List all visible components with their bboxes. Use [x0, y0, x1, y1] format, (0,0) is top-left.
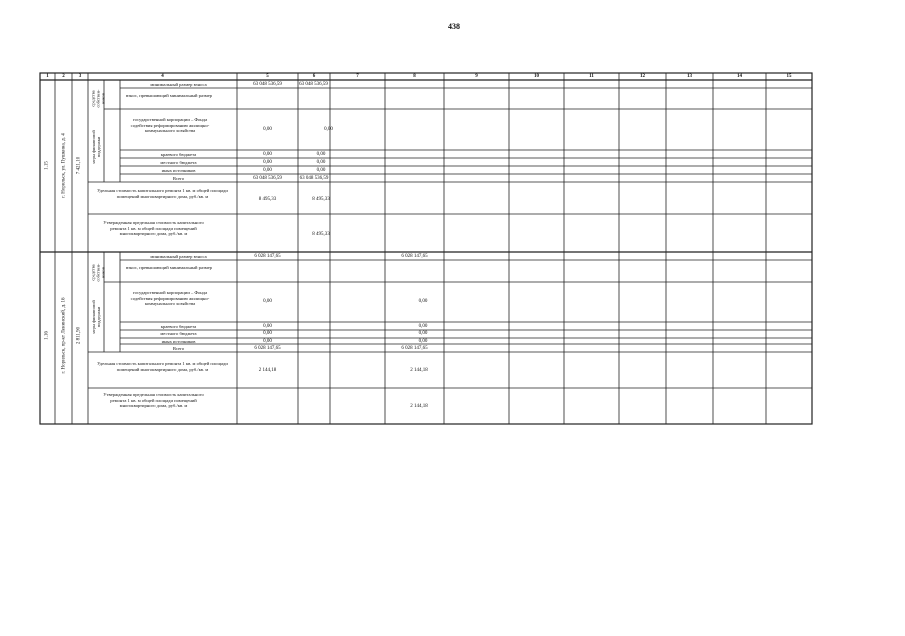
house-area: 7 421,10 — [76, 156, 82, 175]
col-header-1: 1 — [46, 74, 49, 79]
house-address: г. Норильск, ул. Пушкина, д. 4 — [61, 133, 67, 198]
b1-local-c6: 0,00 — [316, 160, 326, 165]
b1-min-fee-c5: 63 048 536,59 — [253, 82, 282, 87]
b1-region-c6: 0,00 — [316, 152, 326, 157]
b2-other-c8: 0,00 — [418, 339, 428, 344]
col-header-9: 9 — [475, 74, 478, 79]
b2-other-c5: 0,00 — [263, 339, 272, 344]
financial-support-group: меры финансовой поддержки — [91, 300, 101, 334]
col-header-3: 3 — [78, 74, 82, 79]
label-other: иных источников — [161, 339, 196, 344]
col-header-13: 13 — [687, 74, 692, 79]
b2-region-c8: 0,00 — [418, 324, 428, 329]
label-limit-cost: Утвержденная предельная стоимость капитального ремонта 1 кв. м общей площади помещений многоквартирного дома, руб./кв. м — [103, 392, 204, 409]
label-local: местного бюджета — [160, 331, 197, 336]
b1-state-corp-c5: 0,00 — [263, 127, 272, 132]
label-region: краевого бюджета — [160, 152, 197, 157]
col-header-15: 15 — [786, 74, 792, 79]
label-state-corp: государственной корпорации – Фонда содействия реформированию жилищно-коммунального хозяйства — [130, 117, 210, 134]
label-region: краевого бюджета — [160, 324, 197, 329]
label-total: Всего — [172, 346, 185, 351]
b2-region-c5: 0,00 — [263, 324, 272, 329]
b2-unit-cost-c5: 2 144,18 — [258, 368, 277, 373]
label-min-fee: минимальный размер взноса — [150, 254, 207, 259]
b2-local-c5: 0,00 — [263, 331, 272, 336]
col-header-12: 12 — [640, 74, 645, 79]
house-address: г. Норильск, пр-кт Ленинский, д. 16 — [61, 297, 67, 374]
b1-total-c6: 63 048 536,59 — [299, 176, 329, 181]
b1-other-c6: 0,00 — [316, 168, 326, 173]
b1-other-c5: 0,00 — [263, 168, 272, 173]
label-unit-cost: Удельная стоимость капитального ремонта 1 кв. м общей площади помещений многоквартирного дома, руб./кв. м — [97, 361, 228, 372]
row-number: 1.16 — [44, 331, 50, 340]
label-above-min: взнос, превышающий минимальный размер — [126, 93, 212, 98]
owners-funds-group: средства собствен-ников — [90, 89, 106, 108]
b2-total-c5: 6 028 147,65 — [254, 346, 281, 351]
col-header-7: 7 — [356, 74, 359, 79]
b1-total-c5: 63 048 536,59 — [253, 176, 282, 181]
b1-state-corp-c6: 0,00 — [324, 127, 333, 132]
b1-region-c5: 0,00 — [263, 152, 272, 157]
b1-local-c5: 0,00 — [263, 160, 272, 165]
col-header-5: 5 — [266, 74, 269, 79]
col-header-6: 6 — [312, 74, 316, 79]
label-unit-cost: Удельная стоимость капитального ремонта 1 кв. м общей площади помещений многоквартирного дома, руб./кв. м — [97, 188, 228, 199]
label-other: иных источников — [161, 168, 196, 173]
b1-limit-cost-c6: 8 495,33 — [312, 232, 330, 237]
b2-total-c8: 6 028 147,65 — [401, 346, 428, 351]
label-limit-cost: Утвержденная предельная стоимость капитального ремонта 1 кв. м общей площади помещений многоквартирного дома, руб./кв. м — [103, 220, 204, 237]
b2-limit-cost-c8: 2 144,18 — [410, 404, 428, 409]
b2-unit-cost-c8: 2 144,18 — [410, 368, 428, 373]
col-header-4: 4 — [161, 74, 164, 79]
b1-min-fee-c6: 63 048 536,59 — [299, 82, 328, 87]
b2-local-c8: 0,00 — [418, 331, 428, 336]
label-local: местного бюджета — [160, 160, 197, 165]
label-above-min: взнос, превышающий минимальный размер — [126, 265, 212, 270]
b1-unit-cost-c6: 8 495,33 — [312, 197, 330, 202]
b2-min-fee-c8: 6 028 147,65 — [401, 254, 428, 259]
col-header-10: 10 — [534, 74, 539, 79]
row-number: 1.15 — [44, 161, 50, 170]
b2-state-corp-c8: 0,00 — [418, 299, 428, 304]
label-total: Всего — [172, 176, 185, 181]
col-header-11: 11 — [589, 74, 594, 79]
page-number: 438 — [448, 22, 460, 31]
house-area: 2 811,90 — [76, 326, 82, 345]
label-state-corp: государственной корпорации – Фонда содействия реформированию жилищно-коммунального хозяйства — [130, 290, 210, 307]
col-header-14: 14 — [737, 74, 742, 79]
col-header-8: 8 — [413, 74, 416, 79]
b2-min-fee-c5: 6 028 147,65 — [254, 254, 281, 259]
b2-state-corp-c5: 0,00 — [263, 299, 272, 304]
financial-support-group: меры финансовой поддержки — [91, 130, 101, 164]
label-min-fee: минимальный размер взноса — [150, 82, 207, 87]
owners-funds-group: средства собствен-ников — [90, 263, 106, 282]
col-header-2: 2 — [62, 74, 65, 79]
b1-unit-cost-c5: 8 495,33 — [258, 197, 277, 202]
